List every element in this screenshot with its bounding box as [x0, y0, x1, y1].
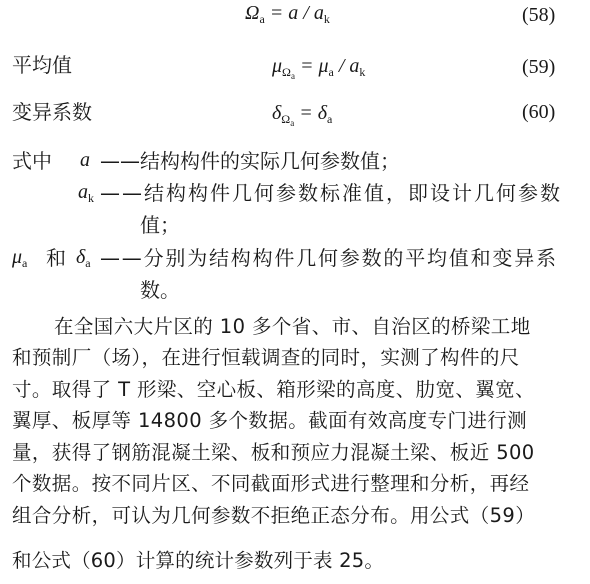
where-intro: 式中 [12, 149, 52, 173]
symbol-mu-a: $\mu_a$ [12, 246, 28, 270]
last-line: 和公式（60）计算的统计参数列于表 25。 [12, 549, 385, 572]
definition-mu-delta-line2: 数。 [140, 278, 180, 302]
equation-number-59: (59) [522, 56, 556, 78]
equation-number-60: (60) [522, 101, 556, 123]
paragraph-line-2: 和预制厂（场），在进行恒载调查的同时，实测了构件的尺 [12, 346, 520, 369]
paragraph-line-7: 组合分析，可认为几何参数不拒绝正态分布。用公式（59） [12, 504, 536, 527]
symbol-ak: $a_k$ [78, 181, 94, 205]
definition-mu-delta-line1: ——分别为结构构件几何参数的平均值和变异系 [100, 246, 558, 270]
paragraph-line-3: 寸。取得了 T 形梁、空心板、箱形梁的高度、肋宽、翼宽、 [12, 378, 536, 401]
equation-60: $\delta_{\Omega_a} = \delta_a$ [272, 102, 333, 128]
symbol-a: a [80, 149, 90, 171]
definition-a: ——结构构件的实际几何参数值； [100, 149, 400, 173]
equation-58: $\Omega_a = a / a_k$ [245, 2, 330, 26]
equation-number-58: (58) [522, 4, 556, 26]
label-coefficient-of-variation: 变异系数 [12, 100, 92, 124]
symbol-delta-a: $\delta_a$ [76, 246, 91, 270]
paragraph-line-5: 量，获得了钢筋混凝土梁、板和预应力混凝土梁、板近 500 [12, 441, 535, 464]
connector-and: 和 [46, 246, 66, 270]
equation-59: $\mu_{\Omega_a} = \mu_a / a_k$ [272, 55, 366, 81]
definition-ak-line1: ——结构构件几何参数标准值，即设计几何参数 [100, 181, 562, 205]
paragraph-line-6: 个数据。按不同片区、不同截面形式进行整理和分析，再经 [12, 472, 530, 495]
label-mean: 平均值 [12, 53, 72, 77]
paragraph-line-1: 在全国六大片区的 10 多个省、市、自治区的桥梁工地 [54, 315, 531, 338]
paragraph-line-4: 翼厚、板厚等 14800 多个数据。截面有效高度专门进行测 [12, 409, 528, 432]
definition-ak-line2: 值； [140, 213, 180, 237]
